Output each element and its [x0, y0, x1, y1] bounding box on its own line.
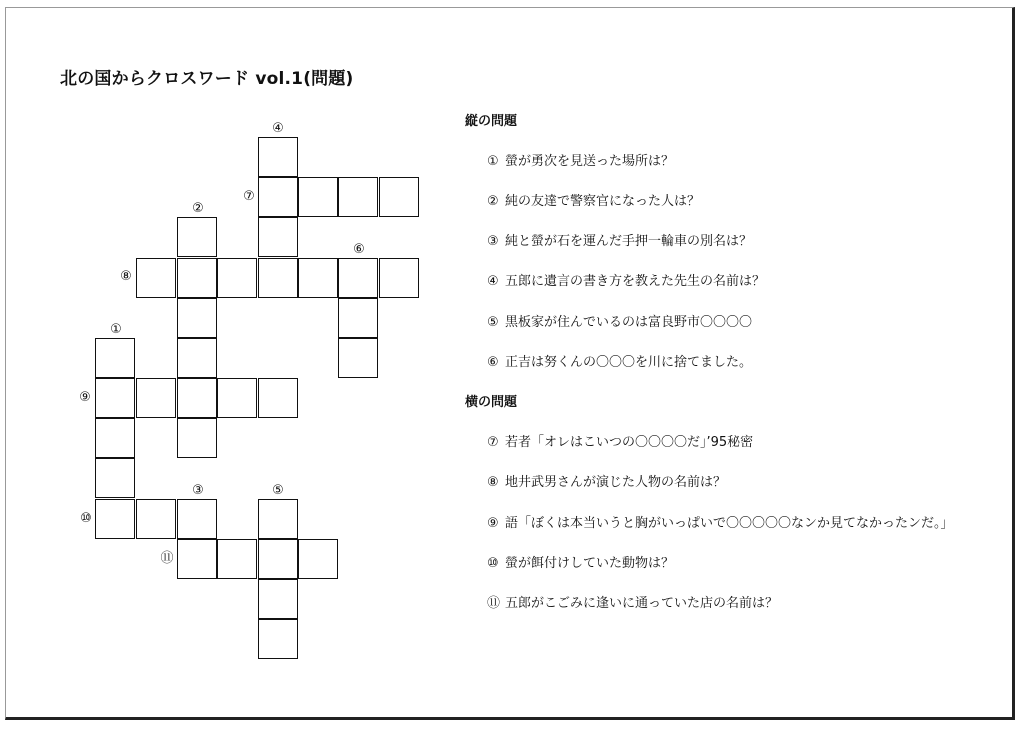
horizontal-clue-9	[487, 512, 954, 531]
horizontal-clue-10	[487, 552, 674, 571]
grid-cell[interactable]	[217, 378, 257, 418]
grid-cell[interactable]	[379, 177, 419, 217]
grid-cell[interactable]	[338, 258, 378, 298]
clue-text: 若者「オレはこいつの〇〇〇〇だ」’95秘密	[505, 435, 754, 450]
grid-cell[interactable]	[95, 338, 135, 378]
clue-text: 螢が餌付けしていた動物は？	[505, 556, 675, 571]
clue-text: 純の友達で警察官になった人は？	[505, 194, 701, 209]
grid-number-5: ⑤	[272, 483, 284, 498]
grid-cell[interactable]	[136, 378, 176, 418]
vertical-clue-6	[487, 351, 752, 370]
horizontal-clue-11	[487, 592, 778, 611]
vertical-clue-1	[487, 150, 674, 169]
vertical-clue-5	[487, 311, 752, 330]
clue-number: ⑩	[487, 556, 499, 571]
grid-cell[interactable]	[258, 258, 298, 298]
grid-cell[interactable]	[258, 579, 298, 619]
grid-cell[interactable]	[95, 418, 135, 458]
grid-cell[interactable]	[298, 258, 338, 298]
clue-text: 純と螢が石を運んだ手押一輪車の別名は？	[505, 234, 753, 249]
grid-cell[interactable]	[95, 499, 135, 539]
grid-cell[interactable]	[338, 298, 378, 338]
grid-cell[interactable]	[258, 217, 298, 257]
clue-number: ④	[487, 274, 499, 289]
clue-number: ②	[487, 194, 499, 209]
grid-cell[interactable]	[298, 539, 338, 579]
grid-cell[interactable]	[298, 177, 338, 217]
grid-cell[interactable]	[258, 539, 298, 579]
clue-number: ⑥	[487, 355, 499, 370]
clue-text: 地井武男さんが演じた人物の名前は？	[505, 475, 727, 490]
grid-number-6: ⑥	[353, 242, 365, 257]
grid-number-8: ⑧	[120, 269, 132, 284]
grid-number-10: ⑩	[80, 511, 92, 526]
grid-cell[interactable]	[136, 499, 176, 539]
vertical-heading: 縦の問題	[465, 114, 518, 129]
grid-cell[interactable]	[379, 258, 419, 298]
clue-number: ⑤	[487, 315, 499, 330]
grid-cell[interactable]	[177, 217, 217, 257]
grid-number-7: ⑦	[243, 189, 255, 204]
clue-text: 五郎に遺言の書き方を教えた先生の名前は？	[505, 274, 766, 289]
horizontal-heading: 横の問題	[465, 395, 518, 410]
grid-number-4: ④	[272, 121, 284, 136]
grid-cell[interactable]	[177, 418, 217, 458]
vertical-clue-3	[487, 230, 752, 249]
grid-number-11: ⑪	[160, 551, 174, 566]
clue-number: ③	[487, 234, 499, 249]
grid-number-3: ③	[192, 483, 204, 498]
grid-cell[interactable]	[177, 258, 217, 298]
horizontal-clue-8	[487, 471, 726, 490]
grid-number-1: ①	[110, 322, 122, 337]
grid-number-2: ②	[192, 201, 204, 216]
clue-number: ①	[487, 154, 499, 169]
grid-cell[interactable]	[177, 539, 217, 579]
clue-number: ⑦	[487, 435, 499, 450]
grid-cell[interactable]	[217, 539, 257, 579]
grid-cell[interactable]	[177, 298, 217, 338]
grid-cell[interactable]	[177, 378, 217, 418]
page-title: 北の国からクロスワード vol.1(問題)	[60, 69, 354, 89]
grid-cell[interactable]	[258, 499, 298, 539]
grid-cell[interactable]	[338, 338, 378, 378]
clue-number: ⑧	[487, 475, 499, 490]
clue-number: ⑪	[487, 596, 501, 611]
grid-cell[interactable]	[95, 378, 135, 418]
clue-text: 五郎がこごみに逢いに通っていた店の名前は？	[505, 596, 779, 611]
horizontal-clue-7	[487, 431, 753, 450]
vertical-clue-4	[487, 270, 765, 289]
grid-cell[interactable]	[258, 619, 298, 659]
clue-text: 語「ぼくは本当いうと胸がいっぱいで〇〇〇〇〇なンか見てなかったンだ。」	[505, 516, 954, 531]
clue-text: 螢が勇次を見送った場所は？	[505, 154, 675, 169]
grid-cell[interactable]	[95, 458, 135, 498]
grid-cell[interactable]	[338, 177, 378, 217]
clue-number: ⑨	[487, 516, 499, 531]
grid-cell[interactable]	[258, 137, 298, 177]
grid-cell[interactable]	[136, 258, 176, 298]
grid-number-9: ⑨	[79, 390, 91, 405]
vertical-clue-2	[487, 190, 700, 209]
clue-text: 黒板家が住んでいるのは富良野市〇〇〇〇	[505, 315, 753, 330]
clue-text: 正吉は努くんの〇〇〇を川に捨てました。	[505, 355, 753, 370]
grid-cell[interactable]	[177, 499, 217, 539]
grid-cell[interactable]	[177, 338, 217, 378]
grid-cell[interactable]	[258, 177, 298, 217]
grid-cell[interactable]	[217, 258, 257, 298]
grid-cell[interactable]	[258, 378, 298, 418]
